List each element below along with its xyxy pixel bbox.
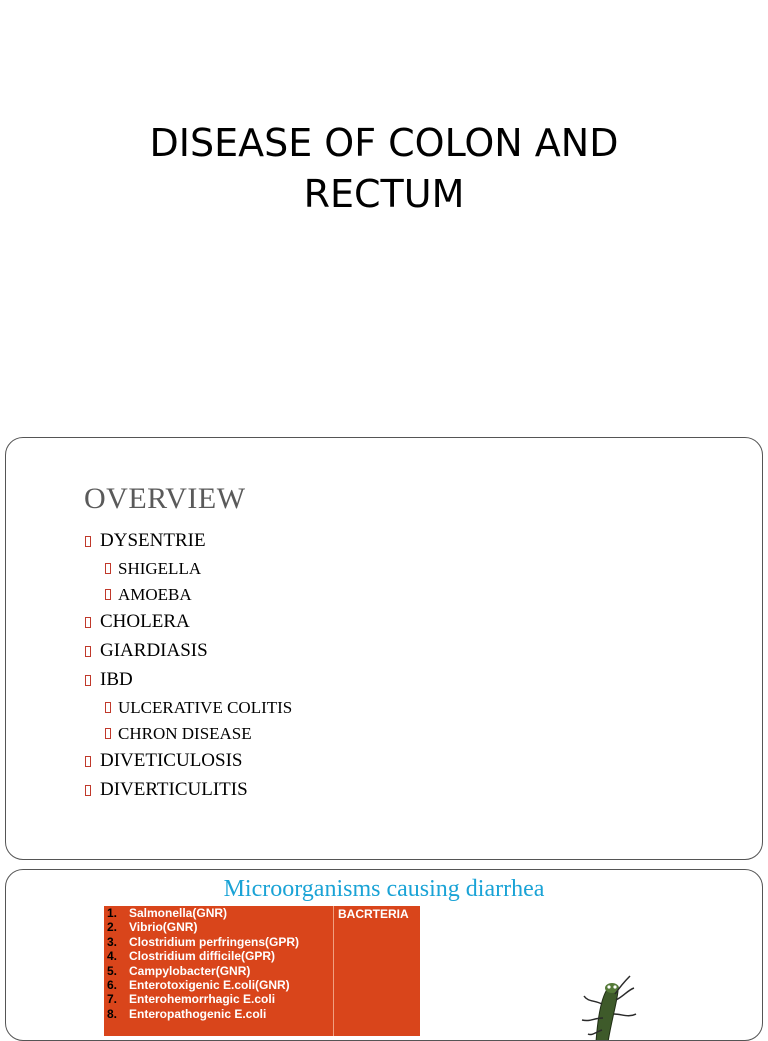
bullet-box-icon	[85, 756, 91, 767]
organism-name: Clostridium perfringens(GPR)	[129, 934, 300, 949]
bullet-text: ULCERATIVE COLITIS	[118, 698, 293, 717]
organism-row	[107, 920, 299, 934]
organism-name: Salmonella(GNR)	[129, 906, 228, 920]
organism-name: Enterotoxigenic E.coli(GNR)	[129, 977, 290, 992]
organism-row	[107, 1007, 299, 1021]
organism-row	[107, 935, 299, 949]
bullet-item	[84, 611, 292, 640]
organism-number: 5.	[107, 963, 118, 978]
organism-name: Vibrio(GNR)	[129, 920, 198, 935]
bullet-item	[84, 779, 292, 808]
organism-row	[107, 949, 299, 963]
organism-name: Clostridium difficile(GPR)	[129, 949, 276, 964]
organism-row	[107, 906, 299, 920]
bullet-text: DYSENTRIE	[100, 530, 206, 551]
bullet-text: AMOEBA	[118, 585, 192, 604]
organism-name: Enterohemorrhagic E.coli	[129, 992, 276, 1007]
bullet-box-icon	[85, 536, 91, 547]
organism-row	[107, 992, 299, 1006]
presentation-title: DISEASE OF COLON AND RECTUM	[149, 121, 619, 216]
bullet-item	[84, 640, 292, 669]
bullet-text: IBD	[100, 669, 133, 690]
bullet-text: GIARDIASIS	[100, 640, 208, 661]
table-divider	[333, 906, 334, 1036]
organism-number: 2.	[107, 920, 118, 935]
bullet-box-icon	[85, 646, 91, 657]
organism-number: 4.	[107, 949, 118, 964]
organism-list	[107, 906, 299, 1021]
bullet-box-icon	[85, 675, 91, 686]
bullet-box-icon	[85, 785, 91, 796]
organism-number: 3.	[107, 934, 118, 949]
bullet-text: CHRON DISEASE	[118, 724, 252, 743]
bullet-box-icon	[105, 589, 111, 600]
bullet-text: SHIGELLA	[118, 559, 202, 578]
bacterium-illustration-icon	[578, 974, 648, 1041]
overview-heading: OVERVIEW	[84, 482, 246, 515]
organism-name: Enteropathogenic E.coli	[129, 1006, 267, 1021]
category-label: BACRTERIA	[338, 907, 409, 921]
sub-bullet-item	[84, 698, 292, 724]
organism-number: 7.	[107, 992, 118, 1007]
sub-bullet-item	[84, 724, 292, 750]
organism-number: 8.	[107, 1006, 118, 1021]
bullet-item	[84, 669, 292, 698]
organism-row	[107, 978, 299, 992]
microorganisms-slide	[5, 869, 763, 1041]
bullet-text: DIVERTICULITIS	[100, 779, 248, 800]
bullet-text: CHOLERA	[100, 611, 190, 632]
bullet-box-icon	[85, 617, 91, 628]
organism-row	[107, 964, 299, 978]
title-slide	[0, 0, 768, 430]
microorganisms-heading: Microorganisms causing diarrhea	[223, 876, 545, 902]
bullet-box-icon	[105, 563, 111, 574]
bullet-item	[84, 530, 292, 559]
bullet-box-icon	[105, 728, 111, 739]
sub-bullet-item	[84, 585, 292, 611]
organism-number: 6.	[107, 977, 118, 992]
organism-table	[104, 906, 420, 1036]
organism-number: 1.	[107, 906, 118, 920]
bullet-text: DIVETICULOSIS	[100, 750, 243, 771]
overview-bullet-list	[84, 530, 292, 808]
organism-name: Campylobacter(GNR)	[129, 963, 251, 978]
overview-slide	[5, 437, 763, 860]
bullet-box-icon	[105, 702, 111, 713]
sub-bullet-item	[84, 559, 292, 585]
bullet-item	[84, 750, 292, 779]
